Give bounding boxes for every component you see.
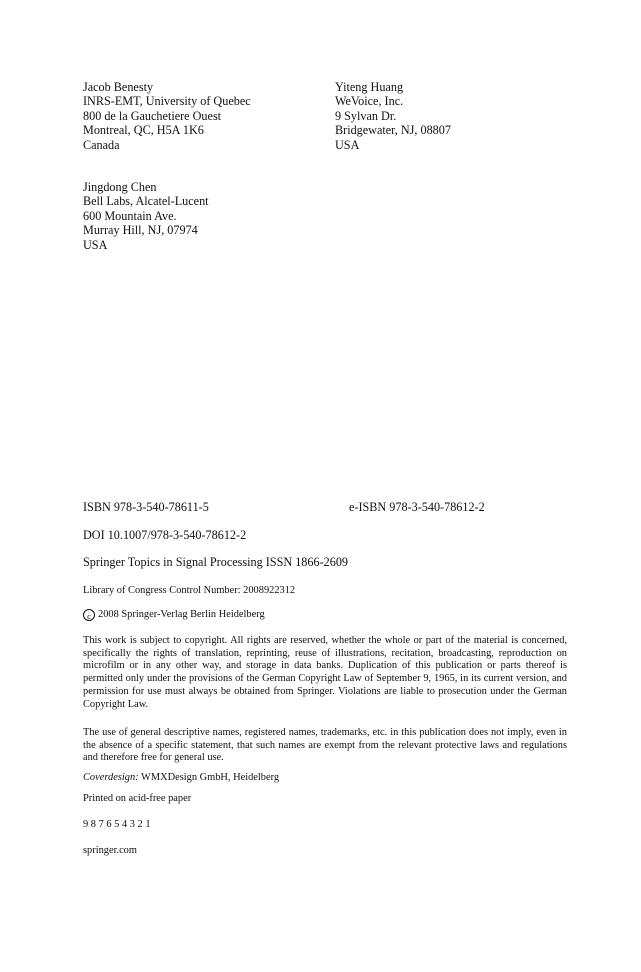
cover-design-value: WMXDesign GmbH, Heidelberg — [141, 772, 280, 783]
author-country: Canada — [83, 137, 120, 152]
publisher-website: springer.com — [83, 845, 137, 856]
author-country: USA — [335, 137, 360, 152]
author-name: Jingdong Chen — [83, 180, 157, 194]
cover-design-label: Coverdesign: — [83, 772, 139, 783]
author-city: Murray Hill, NJ, 07974 — [83, 223, 198, 238]
library-of-congress-number: Library of Congress Control Number: 2008922312 — [83, 585, 296, 596]
e-isbn: e-ISBN 978-3-540-78612-2 — [349, 500, 485, 514]
author-name: Yiteng Huang — [335, 80, 404, 94]
author-city: Bridgewater, NJ, 08807 — [335, 123, 451, 138]
author-address-huang — [335, 80, 451, 152]
copyright-text: 2008 Springer-Verlag Berlin Heidelberg — [98, 609, 265, 620]
author-affiliation: WeVoice, Inc. — [335, 94, 404, 109]
copyright-symbol-icon: c — [83, 609, 95, 621]
printing-line: 9 8 7 6 5 4 3 2 1 — [83, 819, 151, 830]
author-address-chen — [83, 180, 209, 252]
author-street: 9 Sylvan Dr. — [335, 108, 397, 123]
copyright-line — [83, 608, 265, 621]
doi: DOI 10.1007/978-3-540-78612-2 — [83, 528, 247, 542]
author-country: USA — [83, 237, 108, 252]
isbn: ISBN 978-3-540-78611-5 — [83, 500, 209, 514]
author-street: 600 Mountain Ave. — [83, 208, 177, 223]
author-city: Montreal, QC, H5A 1K6 — [83, 123, 204, 138]
rights-paragraph: This work is subject to copyright. All rights are reserved, whether the whole or part of the material is concerned, specifically the rights of translation, reprinting, reuse of illustrations, recitation, broadcasting, reproduction on microfilm or in any other way, and storage in data banks. Duplication of this publication or parts thereof is permitted only under the provisions of the German Copyright Law of September 9, 1965, in its current version, and permission for use must always be obtained from Springer. Violations are liable to prosecution under the German Copyright Law. — [83, 635, 567, 710]
author-name: Jacob Benesty — [83, 80, 154, 94]
acid-free-paper-note: Printed on acid-free paper — [83, 793, 192, 804]
author-affiliation: INRS-EMT, University of Quebec — [83, 94, 251, 109]
names-paragraph: The use of general descriptive names, registered names, trademarks, etc. in this publication does not imply, even in the absence of a specific statement, that such names are exempt from the relevant protective laws and regulations and therefore free for general use. — [83, 727, 567, 764]
author-street: 800 de la Gauchetiere Ouest — [83, 108, 222, 123]
author-address-benesty — [83, 80, 251, 152]
series-issn: Springer Topics in Signal Processing ISSN 1866-2609 — [83, 555, 349, 569]
author-affiliation: Bell Labs, Alcatel-Lucent — [83, 194, 209, 209]
cover-design-line — [83, 771, 279, 784]
